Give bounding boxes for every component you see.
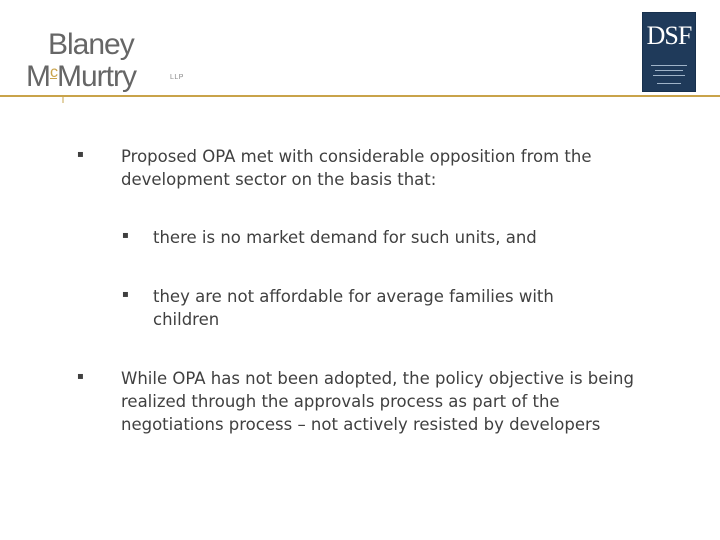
bullet-marker: ▪ <box>77 149 84 160</box>
header-divider <box>0 95 720 97</box>
logo-text-blaney: Blaney <box>48 28 134 61</box>
dsf-logo-rule <box>657 83 681 84</box>
blaney-mcmurtry-logo <box>26 30 196 92</box>
logo-text-mcmurtry <box>26 58 136 92</box>
sub-bullet-marker: ▪ <box>122 230 129 241</box>
logo-text-llp: LLP <box>170 74 184 81</box>
dsf-logo-rule <box>651 65 687 66</box>
logo-text-m: M <box>26 60 50 93</box>
dsf-monogram: DSF <box>646 21 692 50</box>
bullet-text-policy-objective: While OPA has not been adopted, the policy objective is being realized through the approvals process as part of the negotiations process – not actively resisted by developers <box>121 369 634 434</box>
bullet-marker: ▪ <box>77 371 84 382</box>
dsf-logo <box>642 12 696 92</box>
logo-text-c: c <box>50 64 57 81</box>
bullet-text-opposition: Proposed OPA met with considerable opposition from the development sector on the basis that: <box>121 147 592 189</box>
dsf-logo-rule <box>653 75 685 76</box>
dsf-logo-rule <box>655 70 683 71</box>
slide-header <box>0 0 720 100</box>
sub-bullet-marker: ▪ <box>122 289 129 300</box>
header-divider-tick <box>62 97 64 103</box>
logo-text-murtry: Murtry <box>57 60 136 93</box>
sub-bullet-text-market-demand: there is no market demand for such units, and <box>153 228 537 247</box>
sub-bullet-text-affordability: they are not affordable for average families with children <box>153 287 554 329</box>
